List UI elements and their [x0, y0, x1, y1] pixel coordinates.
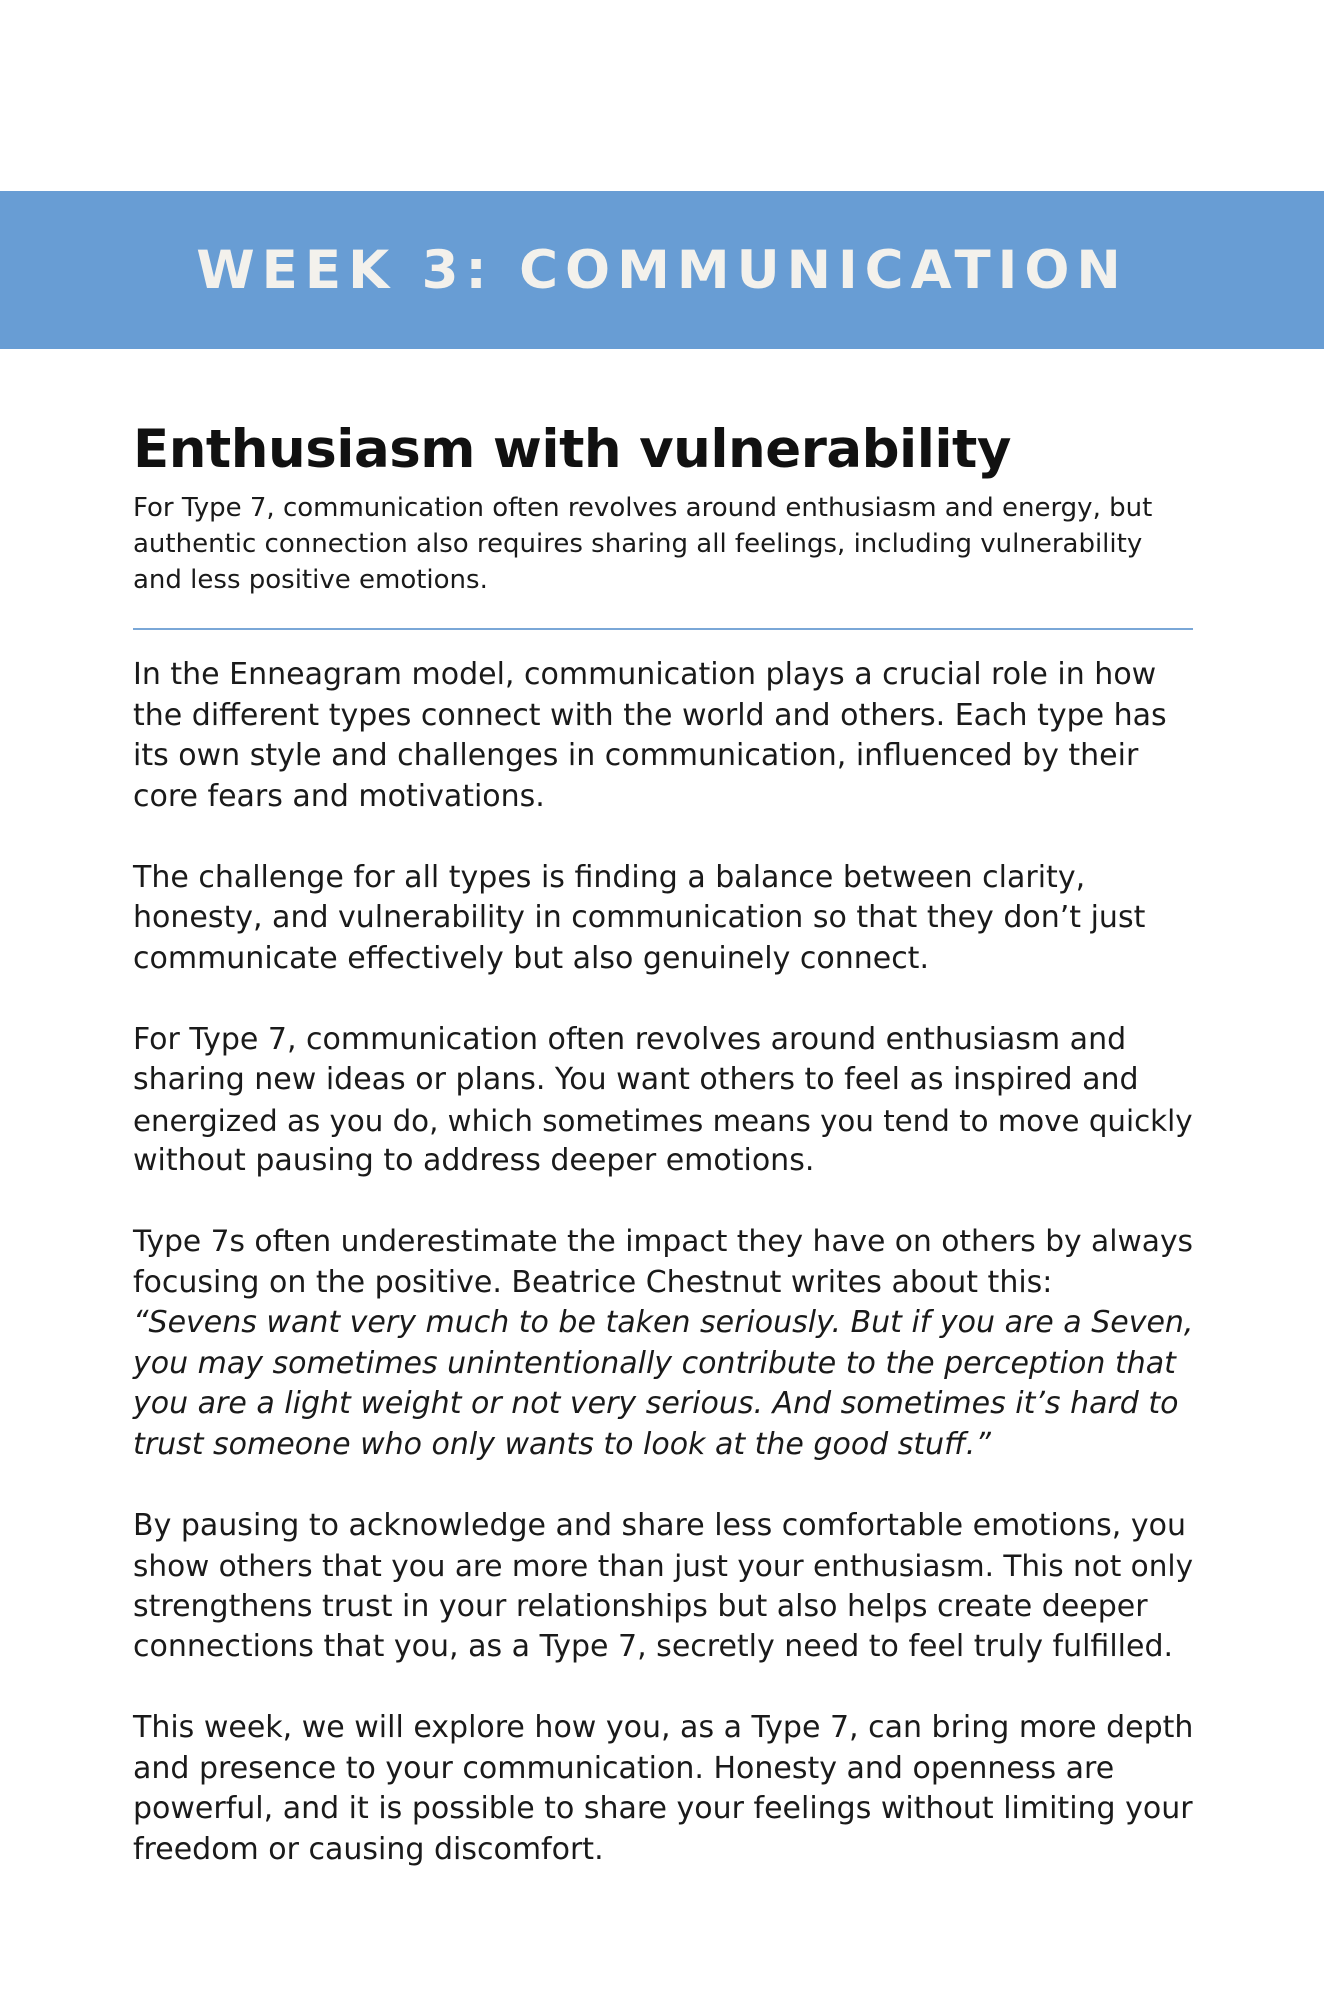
paragraph-line: This week, we will explore how you, as a Type 7, can bring more depth: [133, 1710, 1194, 1745]
paragraph-line: By pausing to acknowledge and share less comfortable emotions, you: [133, 1507, 1186, 1543]
paragraph-type-7-enthusiasm: [133, 1020, 1193, 1182]
banner-title: WEEK 3: COMMUNICATION: [196, 239, 1128, 301]
quote-line: “Sevens want very much to be taken seriously. But if you are a Seven,: [133, 1305, 1194, 1340]
paragraph-line: strengthens trust in your relationships but also helps create deeper: [133, 1588, 1148, 1624]
paragraph-line: communicate effectively but also genuinely connect.: [133, 940, 929, 976]
paragraph-line: energized as you do, which sometimes means you tend to move quickly: [133, 1103, 1193, 1138]
section-divider: [133, 628, 1193, 630]
intro-line: and less positive emotions.: [133, 565, 488, 595]
paragraph-line: powerful, and it is possible to share your feelings without limiting your: [133, 1791, 1193, 1826]
paragraph-line: For Type 7, communication often revolves around enthusiasm and: [133, 1021, 1127, 1057]
paragraph-challenge: [133, 858, 1193, 980]
paragraph-line: and presence to your communication. Honesty and openness are: [133, 1750, 1115, 1786]
paragraph-line: the different types connect with the world and others. Each type has: [133, 697, 1167, 733]
paragraph-line: connections that you, as a Type 7, secretly need to feel truly fulfilled.: [133, 1629, 1174, 1664]
main-content: [133, 410, 1193, 1911]
section-intro: [133, 490, 1193, 598]
quote-line: you may sometimes unintentionally contribute to the perception that: [133, 1345, 1176, 1381]
intro-line: For Type 7, communication often revolves around enthusiasm and energy, but: [133, 493, 1153, 523]
paragraph-enneagram-model: [133, 655, 1193, 817]
quote-line: trust someone who only wants to look at the good stuff.”: [133, 1426, 991, 1462]
paragraph-line: core fears and motivations.: [133, 778, 545, 814]
quote-line: you are a light weight or not very serious. And sometimes it’s hard to: [133, 1386, 1179, 1421]
week-banner: [0, 191, 1324, 349]
paragraph-chestnut-quote: [133, 1222, 1193, 1465]
paragraph-pausing: [133, 1506, 1193, 1668]
paragraph-line: freedom or causing discomfort.: [133, 1831, 604, 1867]
paragraph-line: its own style and challenges in communication, influenced by their: [133, 738, 1139, 773]
paragraph-line: sharing new ideas or plans. You want others to feel as inspired and: [133, 1062, 1139, 1097]
paragraph-line: show others that you are more than just your enthusiasm. This not only: [133, 1549, 1194, 1583]
paragraph-line: In the Enneagram model, communication plays a crucial role in how: [133, 657, 1157, 692]
section-heading: Enthusiasm with vulnerability: [133, 419, 1011, 480]
paragraph-line: without pausing to address deeper emotions.: [133, 1143, 815, 1178]
paragraph-line: Type 7s often underestimate the impact they have on others by always: [133, 1224, 1194, 1259]
paragraph-line: honesty, and vulnerability in communication so that they don’t just: [133, 900, 1146, 935]
intro-line: authentic connection also requires sharing all feelings, including vulnerability: [133, 529, 1143, 559]
body-text: [133, 655, 1193, 1870]
paragraph-line: focusing on the positive. Beatrice Chestnut writes about this:: [133, 1264, 1053, 1300]
paragraph-this-week: [133, 1708, 1193, 1870]
paragraph-line: The challenge for all types is finding a balance between clarity,: [133, 859, 1086, 895]
